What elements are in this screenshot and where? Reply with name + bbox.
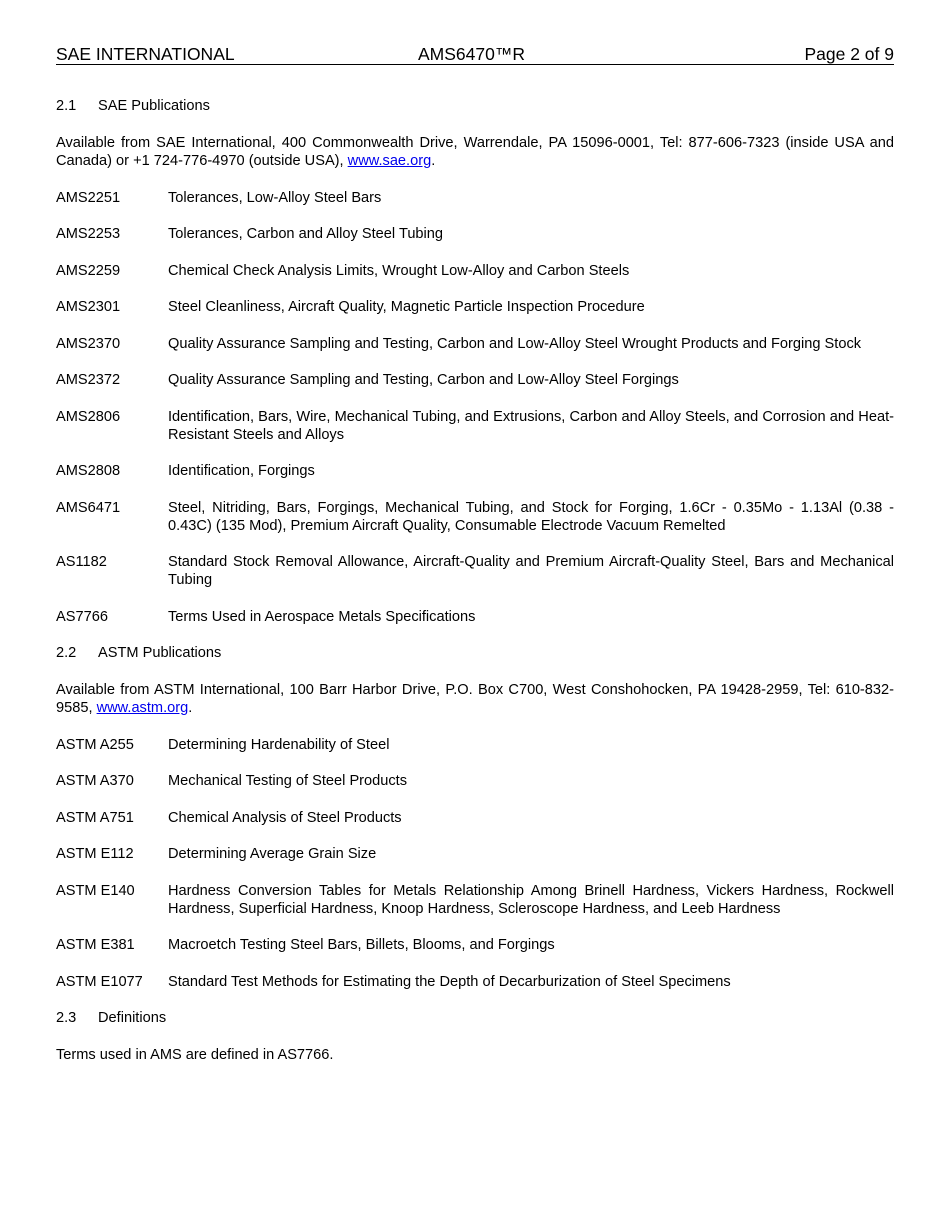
section-title: ASTM Publications xyxy=(98,645,222,661)
reference-code: ASTM A370 xyxy=(56,773,134,789)
reference-item xyxy=(56,262,894,280)
reference-title: Macroetch Testing Steel Bars, Billets, Blooms, and Forgings xyxy=(168,937,555,953)
reference-code: ASTM A751 xyxy=(56,809,134,826)
section-number: 2.1 xyxy=(56,98,77,114)
reference-item xyxy=(56,736,894,754)
reference-code: AMS2251 xyxy=(56,189,121,206)
reference-item xyxy=(56,462,894,480)
astm-link[interactable]: www.astm.org xyxy=(96,700,189,716)
section-number: 2.3 xyxy=(56,1010,77,1026)
reference-title: Steel Cleanliness, Aircraft Quality, Magnetic Particle Inspection Procedure xyxy=(168,299,645,315)
section-number: 2.2 xyxy=(56,645,77,661)
reference-code: ASTM E381 xyxy=(56,937,135,953)
reference-item xyxy=(56,882,894,918)
sae-availability-text: Available from SAE International, 400 Commonwealth Drive, Warrendale, PA 15096-0001, Tel: 877-606-7323 (inside USA and Canada) or +1 724-776-4970 (outside USA), xyxy=(56,135,894,169)
reference-item xyxy=(56,845,894,863)
reference-code: AMS2370 xyxy=(56,335,121,352)
reference-title: Terms Used in Aerospace Metals Specifications xyxy=(168,608,476,625)
section-title: Definitions xyxy=(98,1010,167,1026)
reference-item xyxy=(56,499,894,535)
definitions-text: Terms used in AMS are defined in AS7766. xyxy=(56,1047,334,1063)
reference-item xyxy=(56,371,894,389)
reference-item xyxy=(56,189,894,207)
reference-item xyxy=(56,408,894,444)
reference-title: Tolerances, Carbon and Alloy Steel Tubing xyxy=(168,226,444,242)
section-heading-astm xyxy=(56,644,894,662)
sae-availability: Available from SAE International, 400 Commonwealth Drive, Warrendale, PA 15096-0001, Tel: 877-606-7323 (inside USA and Canada) or +1 724-776-4970 (outside USA), www.sae.org. xyxy=(56,135,894,169)
page-header xyxy=(56,44,894,65)
reference-code: ASTM E140 xyxy=(56,882,135,899)
reference-item xyxy=(56,225,894,243)
section-heading-sae xyxy=(56,97,894,115)
reference-title: Identification, Bars, Wire, Mechanical Tubing, and Extrusions, Carbon and Alloy Steels, and Corrosion and Heat-Resistant Steels and Alloys xyxy=(168,408,894,443)
reference-item xyxy=(56,335,894,353)
reference-code: AS7766 xyxy=(56,608,108,625)
header-doc-number: AMS6470™R xyxy=(418,44,525,64)
astm-availability: Available from ASTM International, 100 Barr Harbor Drive, P.O. Box C700, West Conshohocken, PA 19428-2959, Tel: 610-832-9585, www.astm.org. xyxy=(56,682,894,716)
section-title: SAE Publications xyxy=(98,98,210,114)
astm-availability-text: Available from ASTM International, 100 Barr Harbor Drive, P.O. Box C700, West Conshohocken, PA 19428-2959, Tel: 610-832-9585, xyxy=(56,682,894,716)
reference-item xyxy=(56,973,894,991)
reference-item xyxy=(56,298,894,316)
reference-title: Tolerances, Low-Alloy Steel Bars xyxy=(168,189,382,206)
reference-code: AMS2259 xyxy=(56,262,121,279)
reference-title: Mechanical Testing of Steel Products xyxy=(168,773,408,789)
sae-reference-list xyxy=(56,189,894,626)
reference-title: Determining Average Grain Size xyxy=(168,846,377,862)
reference-title: Quality Assurance Sampling and Testing, Carbon and Low-Alloy Steel Wrought Products and Forging Stock xyxy=(168,335,862,352)
reference-title: Standard Test Methods for Estimating the Depth of Decarburization of Steel Specimens xyxy=(168,973,731,990)
reference-code: ASTM E112 xyxy=(56,846,134,862)
reference-item xyxy=(56,809,894,827)
reference-code: AMS2301 xyxy=(56,299,121,315)
section-heading-definitions xyxy=(56,1009,894,1027)
reference-code: AMS2372 xyxy=(56,372,121,388)
reference-title: Chemical Analysis of Steel Products xyxy=(168,809,402,826)
header-org: SAE INTERNATIONAL xyxy=(56,44,235,64)
reference-title: Standard Stock Removal Allowance, Aircraft-Quality and Premium Aircraft-Quality Steel, Bars and Mechanical Tubing xyxy=(168,554,894,588)
reference-title: Identification, Forgings xyxy=(168,463,315,479)
reference-code: AMS2253 xyxy=(56,226,121,242)
reference-code: AMS2806 xyxy=(56,408,121,425)
astm-reference-list xyxy=(56,736,894,991)
reference-code: AMS2808 xyxy=(56,463,121,479)
sae-link[interactable]: www.sae.org xyxy=(347,153,432,169)
reference-title: Steel, Nitriding, Bars, Forgings, Mechanical Tubing, and Stock for Forging, 1.6Cr - 0.35Mo - 1.13Al (0.38 - 0.43C) (135 Mod), Premium Aircraft Quality, Consumable Electrode Vacuum Remelted xyxy=(168,499,894,534)
reference-item xyxy=(56,772,894,790)
header-page-number: Page 2 of 9 xyxy=(804,44,894,64)
reference-code: ASTM E1077 xyxy=(56,973,143,990)
reference-title: Quality Assurance Sampling and Testing, Carbon and Low-Alloy Steel Forgings xyxy=(168,372,679,388)
reference-code: AS1182 xyxy=(56,554,107,570)
reference-code: ASTM A255 xyxy=(56,736,134,753)
reference-code: AMS6471 xyxy=(56,499,121,516)
document-body xyxy=(56,97,894,1064)
reference-item xyxy=(56,553,894,589)
reference-item xyxy=(56,936,894,954)
reference-title: Determining Hardenability of Steel xyxy=(168,736,390,753)
reference-title: Chemical Check Analysis Limits, Wrought Low-Alloy and Carbon Steels xyxy=(168,262,630,279)
reference-title: Hardness Conversion Tables for Metals Relationship Among Brinell Hardness, Vickers Hardness, Rockwell Hardness, Superficial Hardness, Knoop Hardness, Scleroscope Hardness, and Leeb Hardness xyxy=(168,882,894,917)
reference-item xyxy=(56,608,894,626)
